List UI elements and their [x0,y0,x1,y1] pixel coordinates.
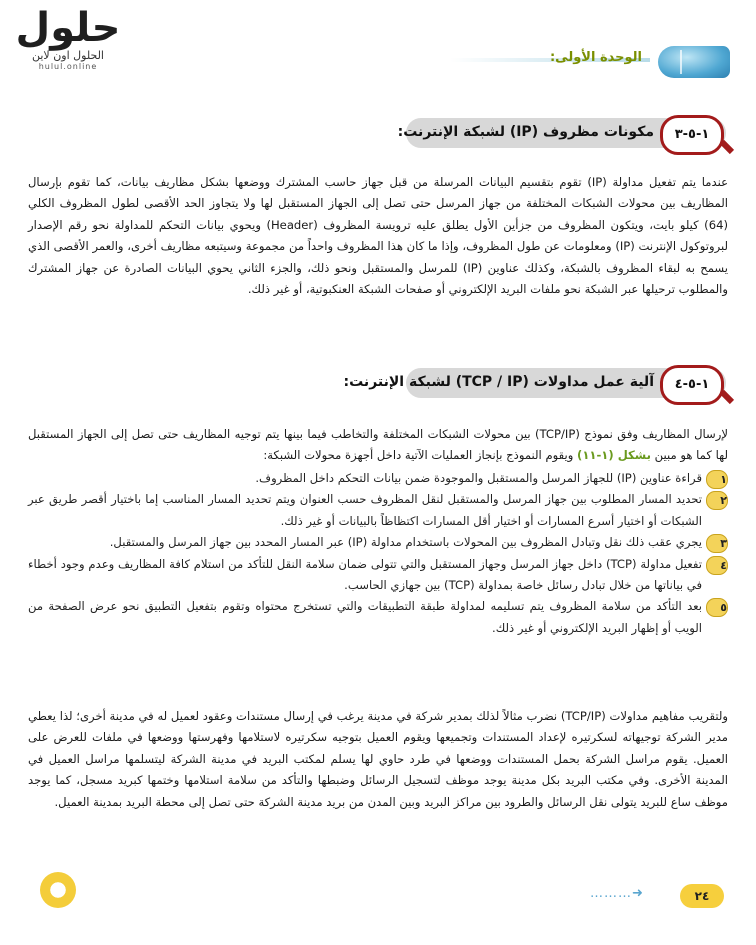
section-heading-2 [343,368,726,400]
page-number: ٢٤ [680,884,724,908]
section-title: مكونات مظروف (IP) لشبكة الإنترنت: [397,124,654,140]
step-number-badge: ٥ [706,598,728,617]
list-item [28,468,728,489]
step-number-badge: ١ [706,470,728,489]
unit-label: الوحدة الأولى: [549,50,642,65]
intro-text-a: لإرسال المظاريف وفق نموذج (TCP/IP) بين محولات الشبكات المختلفة والتخاطب فيما بينها يتم توجيه المظاريف حتى تصل إلى الجهاز المستقبل لها كما هو مبين [28,427,728,463]
section-number: ١-٥-٣ [660,115,724,155]
figure-reference-link[interactable]: بشكل (١-١١) [577,448,651,463]
magnifier-icon [720,140,734,154]
unit-header [430,46,730,78]
logo-line-2: hulul.online [38,62,98,71]
step-text: قراءة عناوين (IP) للجهاز المرسل والمستقبل والموجودة ضمن بيانات التحكم داخل المظروف. [255,471,702,485]
arrow-icon: ………➜ [590,886,644,901]
intro-text-b: ويقوم النموذج بإنجاز العمليات الآتية داخل أجهزة محولات الشبكة: [263,448,578,463]
step-text: بعد التأكد من سلامة المظروف يتم تسليمه لمداولة طبقة التطبيقات والتي تستخرج محتواه وتقوم بتفعيل التطبيق نحو عرض الصفحة من الويب أو إظهار البريد الإلكتروني أو غير ذلك. [28,599,702,635]
steps-list [28,468,728,639]
step-text: تحديد المسار المطلوب بين جهاز المرسل والمستقبل لنقل المظروف حسب العنوان ويتم تحديد المسار المناسب إما باختيار أقصر طريق عبر الشبكات أو اختيار أسرع المسارات أو اختيار أقل المسارات اكتظاظاً بالبيانات أو غير ذلك. [28,492,702,528]
list-item [28,596,728,639]
section-heading-1 [391,118,726,150]
list-item [28,554,728,597]
step-text: تفعيل مداولة (TCP) داخل جهاز المرسل وجهاز المستقبل والتي تتولى ضمان سلامة النقل للتأكد من استلام كافة المظاريف وعدم وجود أخطاء في بياناتها من خلال تبادل رسائل خاصة بمداولة (TCP) بين جهازي الحاسب. [28,556,702,593]
magnifier-icon [720,390,734,404]
section-2-closing: ولتقريب مفاهيم مداولات (TCP/IP) نضرب مثالاً لذلك بمدير شركة في مدينة يرغب في إرسال مستندات وعقود لعميل له في مدينة أخرى؛ لذا يعطي مدير الشركة توجيهاته لسكرتيره لإعداد المستندات وتجميعها ويقوم العميل بتوجيه سكرتيره لاستلامها وفهرستها ووضعها في ملفات للعرض على العميل. يقوم مراسل الشركة بحمل المستندات ووضعها في طرد حاوي لها يسلم لمكتب البريد في مدينة الشركة ليتسلمها مراسل العميل في المدينة الأخرى. وفي مكتب البريد بكل مدينة يوجد موظف لتسجيل الرسائل وضبطها والتأكد من سلامة استلامها وختمها كبريد مسجل، كما يوجد موظف ساع للبريد يتولى نقل الرسائل والطرود بين مراكز البريد وبين المدن من بريد مدينة الشركة حتى تصل إلى محطة البريد بمدينة العميل. [28,709,728,809]
logo-mark: حلول [15,5,121,51]
site-logo [8,6,128,86]
tape-icon [40,872,76,908]
section-2-intro [28,424,728,467]
section-title: آلية عمل مداولات (TCP / IP) لشبكة الإنترنت: [343,374,654,390]
step-text: يجري عقب ذلك نقل وتبادل المظروف بين المحولات باستخدام مداولة (IP) عبر المسار المحدد بين جهاز المرسل والمستقبل. [109,535,702,550]
step-number-badge: ٢ [706,491,728,510]
step-number-badge: ٤ [706,556,728,575]
step-number-badge: ٣ [706,534,728,553]
section-1-body: عندما يتم تفعيل مداولة (IP) تقوم بتقسيم البيانات المرسلة من قبل جهاز حاسب المشترك ووضعها بشكل مظاريف بيانات، كما تقوم بإرسال المظاريف بين محولات الشبكات المختلفة من جهاز المرسل حتى تصل إلى الجهاز المستقبل لها ولا يتجاوز الحد الأقصى لطول المظروف الكلي (64) كيلو بايت، ويتكون المظروف من جزأين الأول يطلق عليه ترويسة المظروف (Header) ويحوي بيانات التحكم للمداولة نحو رقم الإصدار لبروتوكول الإنترنت (IP) ومعلومات عن طول المظروف، وإذا ما كان هذا المظروف واحداً من مجموعة وسيتبعه مظاريف أخرى، والعمر الأقصى الذي يسمح به لبقاء المظروف بالشبكة، وكذلك عناوين (IP) للمرسل والمستقبل ونحو ذلك، والجزء الثاني يحوي البيانات الصادرة عن جهاز المشترك والمطلوب ترحيلها عبر الشبكة نحو ملفات البريد الإلكتروني أو صفحات الشبكة العنكبوتية، أو غير ذلك. [28,175,728,297]
list-item [28,532,728,553]
list-item [28,489,728,532]
mouse-icon [658,46,730,78]
section-number: ١-٥-٤ [660,365,724,405]
logo-line-1: الحلول اون لاين [32,49,104,62]
